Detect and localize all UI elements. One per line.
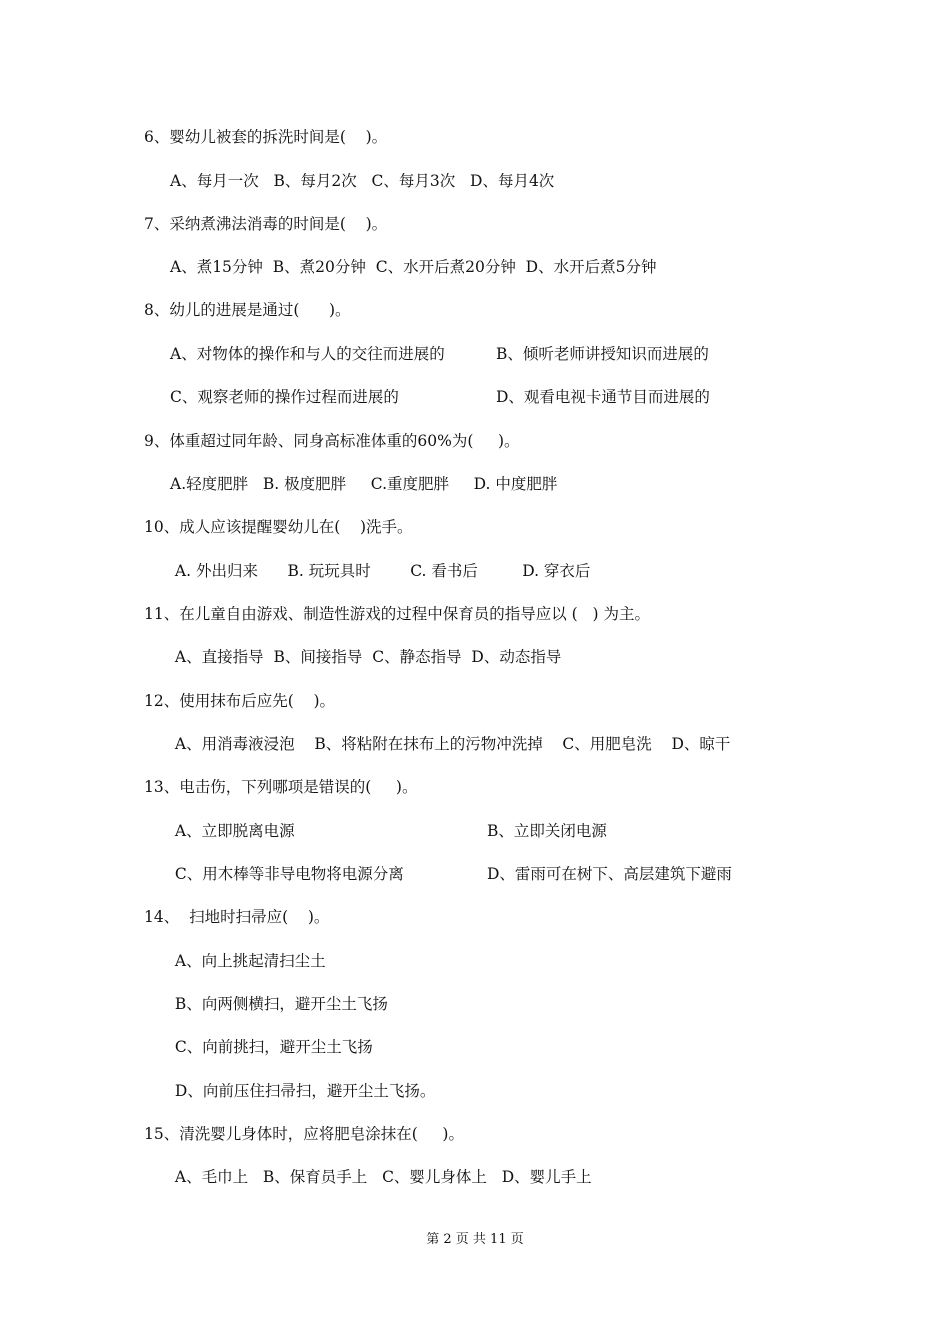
- question-stem: 15、清洗婴儿身体时，应将肥皂涂抹在( )。: [144, 1125, 464, 1143]
- question-stem: 6、婴幼儿被套的拆洗时间是( )。: [144, 128, 388, 146]
- question-option: B、向两侧横扫，避开尘土飞扬: [170, 995, 388, 1013]
- question-option: A、立即脱离电源: [170, 822, 295, 840]
- question-stem: 8、幼儿的进展是通过( )。: [144, 301, 351, 319]
- question-option: B、立即关闭电源: [487, 822, 607, 840]
- question-stem: 7、采纳煮沸法消毒的时间是( )。: [144, 215, 388, 233]
- question-stem: 12、使用抹布后应先( )。: [144, 692, 336, 710]
- question-option: B、倾听老师讲授知识而进展的: [496, 345, 709, 363]
- question-stem: 10、成人应该提醒婴幼儿在( )洗手。: [144, 518, 413, 536]
- page-footer: 第 2 页 共 11 页: [426, 1232, 524, 1247]
- question-options: A.轻度肥胖 B. 极度肥胖 C.重度肥胖 D. 中度肥胖: [170, 475, 558, 493]
- question-option: D、向前压住扫帚扫，避开尘土飞扬。: [170, 1082, 436, 1100]
- question-option: A、对物体的操作和与人的交往而进展的: [170, 345, 445, 363]
- question-options: A、用消毒液浸泡 B、将粘附在抹布上的污物冲洗掉 C、用肥皂洗 D、晾干: [170, 735, 731, 753]
- question-option: C、向前挑扫，避开尘土飞扬: [170, 1038, 373, 1056]
- question-stem: 14、 扫地时扫帚应( )。: [144, 908, 330, 926]
- question-options: A、每月一次 B、每月2次 C、每月3次 D、每月4次: [170, 172, 555, 190]
- question-options: A、毛巾上 B、保育员手上 C、婴儿身体上 D、婴儿手上: [170, 1168, 592, 1186]
- question-stem: 11、在儿童自由游戏、制造性游戏的过程中保育员的指导应以 ( ) 为主。: [144, 605, 650, 623]
- question-options: A、直接指导 B、间接指导 C、静态指导 D、动态指导: [170, 648, 562, 666]
- question-stem: 13、电击伤，下列哪项是错误的( )。: [144, 778, 418, 796]
- question-option: C、观察老师的操作过程而进展的: [170, 388, 399, 406]
- question-stem: 9、体重超过同年龄、同身高标准体重的60%为( )。: [144, 432, 520, 450]
- question-option: D、雷雨可在树下、高层建筑下避雨: [487, 865, 732, 883]
- question-options: A. 外出归来 B. 玩玩具时 C. 看书后 D. 穿衣后: [170, 562, 591, 580]
- question-options: A、煮15分钟 B、煮20分钟 C、水开后煮20分钟 D、水开后煮5分钟: [170, 258, 657, 276]
- question-option: C、用木棒等非导电物将电源分离: [170, 865, 404, 883]
- question-option: A、向上挑起清扫尘土: [170, 952, 326, 970]
- question-option: D、观看电视卡通节目而进展的: [496, 388, 710, 406]
